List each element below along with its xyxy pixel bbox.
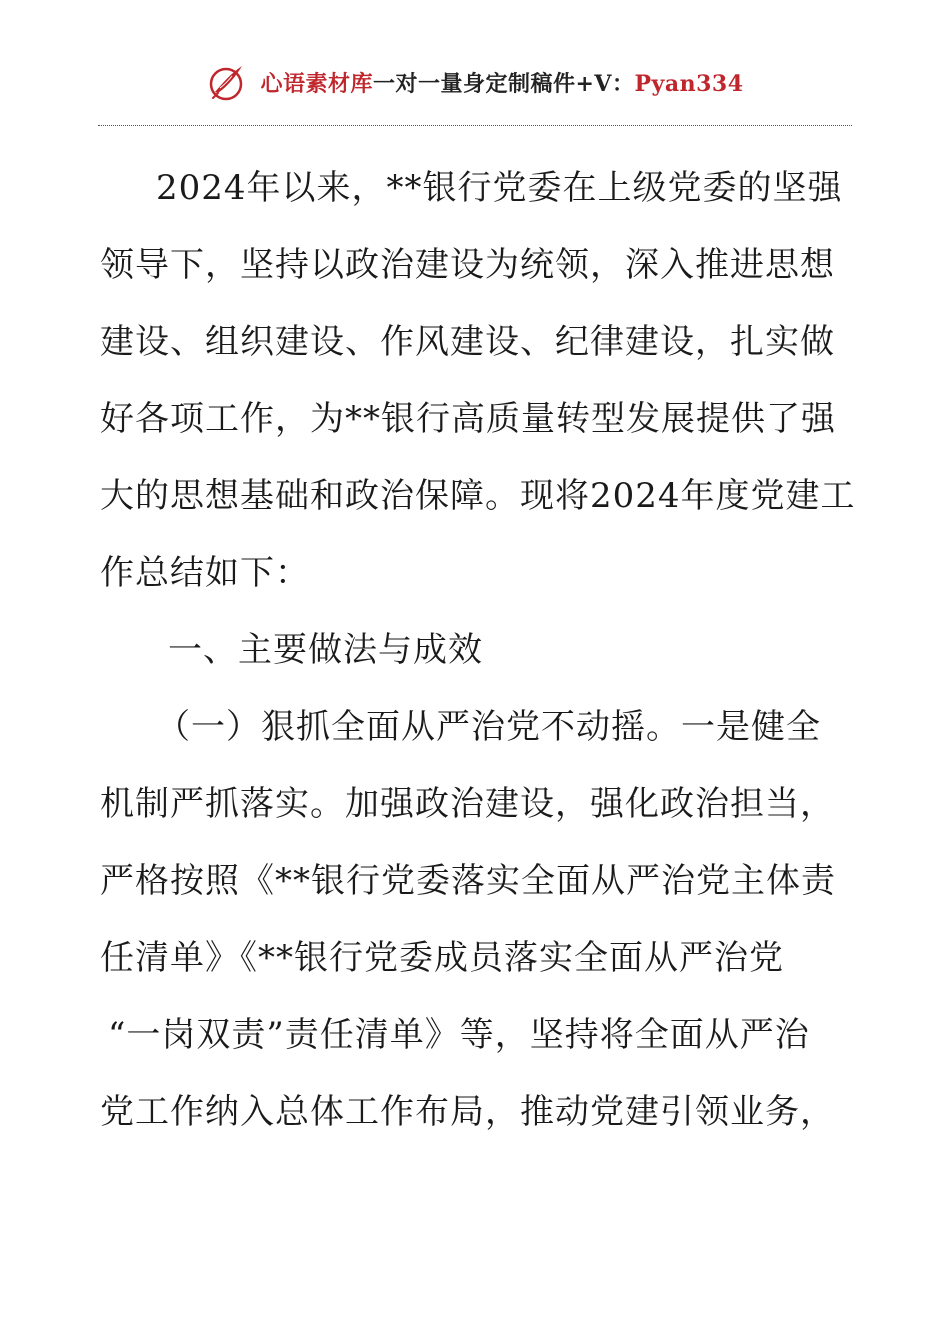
body-line: 严格按照《**银行党委落实全面从严治党主体责 xyxy=(100,861,836,901)
page-header xyxy=(0,56,950,108)
section-heading: 一、主要做法与成效 xyxy=(168,630,483,670)
header-divider xyxy=(98,125,852,126)
body-line: 机制严抓落实。加强政治建设，强化政治担当， xyxy=(100,784,835,824)
header-banner-text xyxy=(260,67,743,98)
brand-name: 心语素材库 xyxy=(260,70,373,97)
quill-pen-logo-icon xyxy=(206,62,246,102)
body-line: 作总结如下： xyxy=(100,553,310,593)
body-line: 党工作纳入总体工作布局，推动党建引领业务， xyxy=(100,1092,835,1132)
body-line: 好各项工作，为**银行高质量转型发展提供了强 xyxy=(100,399,836,439)
body-line: “一岗双责”责任清单》等，坚持将全面从严治 xyxy=(108,1015,810,1055)
document-body xyxy=(100,150,860,1151)
body-line: 大的思想基础和政治保障。现将2024年度党建工 xyxy=(100,476,856,516)
subsection-paragraph-start: （一）狠抓全面从严治党不动摇。一是健全 xyxy=(156,707,821,747)
contact-id: Pyan334 xyxy=(634,70,744,97)
body-line: 建设、组织建设、作风建设、纪律建设，扎实做 xyxy=(100,322,835,362)
body-line: 任清单》《**银行党委成员落实全面从严治党 xyxy=(100,938,784,978)
header-slogan: 一对一量身定制稿件+V： xyxy=(373,70,635,97)
body-line: 领导下，坚持以政治建设为统领，深入推进思想 xyxy=(100,245,835,285)
body-line: 2024年以来，**银行党委在上级党委的坚强 xyxy=(156,168,843,208)
